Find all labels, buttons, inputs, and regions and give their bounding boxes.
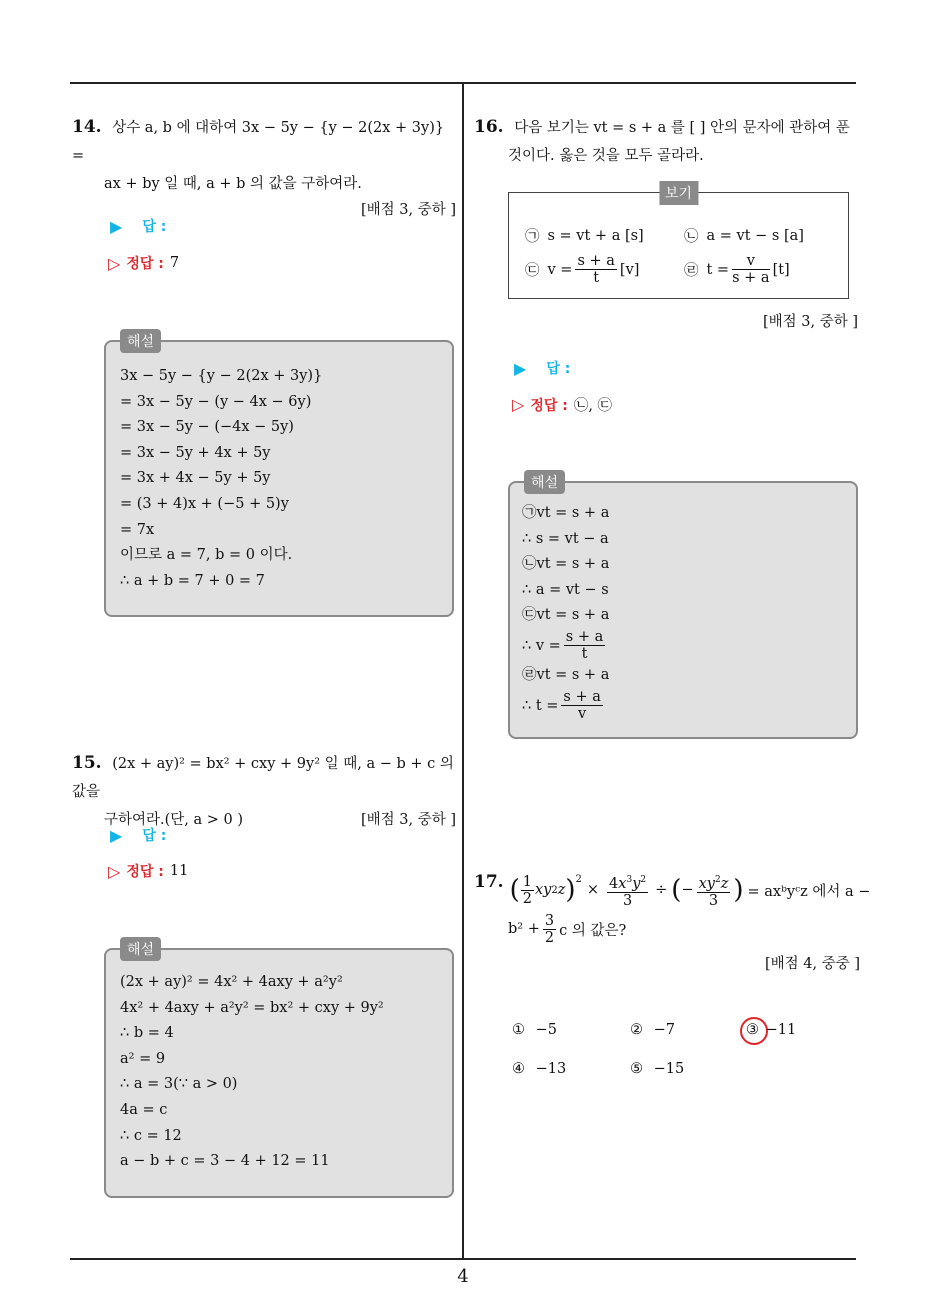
q15-line2: 구하여라.(단, a > 0 ) — [104, 812, 244, 828]
q16-stem — [474, 113, 858, 142]
q16-sol-line: ㉠vt = s + a — [522, 505, 610, 521]
q14-sol-line: = 7x — [120, 521, 155, 538]
q15-score: [배점 3, 중하 ] — [360, 812, 456, 828]
q16-line1: 다음 보기는 vt = s + a 를 [ ] 안의 문자에 관하여 푼 — [514, 120, 850, 136]
q16-sol-l8-den: v — [578, 706, 587, 723]
q15-answer-row[interactable] — [110, 825, 166, 845]
q15-correct-label: 정답 : — [126, 864, 164, 880]
bogi-item-d — [684, 253, 790, 286]
bogi-item-d-fraction — [732, 253, 769, 286]
q15-sol-line: 4a = c — [120, 1101, 168, 1118]
q16-correct-row — [512, 394, 612, 415]
q16-solution-box — [508, 475, 858, 739]
q16-sol-l8-num: s + a — [563, 689, 601, 706]
bogi-item-c-fraction — [575, 253, 616, 286]
choice-2-value: −7 — [653, 1022, 675, 1038]
question-16 — [474, 113, 858, 170]
q14-sol-line: = 3x + 4x − 5y + 5y — [120, 470, 271, 487]
q16-sol-line: ㉣vt = s + a — [522, 666, 610, 683]
q16-bogi-tag: 보기 — [659, 181, 698, 205]
q14-answer-label: 답 : — [142, 219, 167, 235]
bogi-item-d-lhs: t = — [706, 261, 730, 278]
correct-arrow-icon: ▷ — [108, 861, 121, 881]
q14-line2: ax + by 일 때, a + b 의 값을 구하여라. — [104, 176, 362, 192]
q14-sol-line: 3x − 5y − {y − 2(2x + 3y)} — [120, 368, 323, 384]
answer-arrow-icon: ▶ — [514, 358, 527, 378]
question-14 — [72, 113, 456, 219]
q15-line1: (2x + ay)² = bx² + cxy + 9y² 일 때, a − b + c 의 값을 — [72, 756, 454, 800]
q16-sol-l6-lhs: ∴ v = — [522, 637, 561, 654]
q15-answer-label: 답 : — [142, 828, 167, 844]
q15-sol-line: 4x² + 4axy + a²y² = bx² + cxy + 9y² — [120, 999, 384, 1016]
q17-line2 — [474, 913, 860, 946]
q14-correct-row — [108, 253, 179, 273]
q15-sol-line: (2x + ay)² = 4x² + 4axy + a²y² — [120, 974, 343, 990]
q17-lhs-expression: ( $\frac{1}{2}$ xy 2 z ) $^2$ × $\frac{4x^3y^2}{3}$ ÷ ( − $\frac{xy^2z}{3}$ ) — [509, 873, 744, 909]
bogi-item-c-num: s + a — [577, 253, 615, 269]
answer-arrow-icon: ▶ — [110, 216, 123, 236]
q14-sol-line: = 3x − 5y − (−4x − 5y) — [120, 419, 294, 436]
q15-stem — [72, 749, 456, 806]
choice-5[interactable] — [630, 1061, 684, 1077]
choice-1[interactable] — [512, 1022, 557, 1038]
q14-sol-line: ∴ a + b = 7 + 0 = 7 — [120, 572, 265, 589]
choice-4-mark: ④ — [512, 1061, 525, 1077]
bogi-item-d-num: v — [732, 253, 769, 270]
q14-sol-line: = 3x − 5y + 4x + 5y — [120, 444, 271, 461]
q14-solution-box — [104, 334, 454, 617]
q14-correct-value: 7 — [169, 255, 180, 271]
q16-sol-line: ∴ a = vt − s — [522, 581, 609, 598]
q16-sol-l6-fraction — [564, 629, 605, 662]
q16-correct-value: ㉡, ㉢ — [573, 398, 613, 414]
bogi-item-c — [525, 253, 639, 286]
column-divider — [462, 83, 464, 1259]
choice-4-value: −13 — [535, 1061, 567, 1077]
q16-sol-fraction-line — [522, 689, 842, 723]
bogi-item-b-text: a = vt − s [a] — [706, 227, 804, 244]
choice-3-mark: ③ — [746, 1022, 759, 1038]
q14-solution-tag: 해설 — [120, 329, 161, 353]
choice-5-value: −15 — [653, 1061, 685, 1077]
q15-sol-line: ∴ c = 12 — [120, 1127, 182, 1144]
bogi-item-d-mark: ㉣ — [684, 263, 699, 279]
q15-solution-tag: 해설 — [120, 937, 161, 961]
correct-arrow-icon: ▷ — [512, 395, 525, 414]
bogi-item-c-mark: ㉢ — [525, 263, 540, 279]
choice-4[interactable] — [512, 1061, 566, 1077]
bogi-item-a-text: s = vt + a [s] — [547, 227, 644, 244]
q17-score: [배점 4, 중중 ] — [764, 955, 860, 972]
bottom-rule — [70, 1258, 856, 1260]
bogi-item-b — [684, 225, 804, 246]
q15-sol-line: ∴ b = 4 — [120, 1025, 174, 1042]
answer-arrow-icon: ▶ — [110, 825, 123, 845]
bogi-item-a-mark: ㉠ — [525, 229, 540, 245]
q15-number: 15. — [72, 753, 102, 773]
question-15 — [72, 749, 456, 834]
q16-number: 16. — [474, 117, 504, 137]
q16-score: [배점 3, 중하 ] — [762, 314, 858, 330]
choice-1-mark: ① — [512, 1022, 525, 1038]
q17-expression-line — [474, 872, 871, 909]
q17-line2-prefix: b² + — [508, 921, 540, 938]
choice-5-mark: ⑤ — [630, 1061, 643, 1077]
q16-sol-l6-num: s + a — [565, 629, 604, 646]
choice-2-mark: ② — [630, 1022, 643, 1038]
q14-stem — [72, 113, 456, 170]
correct-arrow-icon: ▷ — [108, 253, 121, 273]
q15-solution-box — [104, 942, 454, 1198]
q15-sol-line: a − b + c = 3 − 4 + 12 = 11 — [120, 1153, 330, 1170]
q14-sol-line: 이므로 a = 7, b = 0 이다. — [120, 547, 293, 564]
q15-sol-line: a² = 9 — [120, 1050, 166, 1067]
choice-3-value: −11 — [765, 1022, 797, 1038]
bogi-item-c-den: t — [593, 270, 600, 286]
q14-sol-line: = (3 + 4)x + (−5 + 5)y — [120, 495, 289, 512]
bogi-item-c-rest: [v] — [619, 261, 640, 278]
q14-line1: 상수 a, b 에 대하여 3x − 5y − {y − 2(2x + 3y)} = — [72, 120, 445, 164]
bogi-item-d-den: s + a — [732, 270, 770, 286]
q16-sol-l6-den: t — [581, 646, 588, 663]
q15-correct-row — [108, 861, 188, 881]
q16-line2: 것이다. 옳은 것을 모두 골라라. — [508, 148, 704, 164]
bogi-item-d-rest: [t] — [772, 261, 790, 278]
bogi-item-a — [525, 225, 644, 246]
q16-sol-line: ∴ s = vt − a — [522, 530, 609, 547]
q16-sol-l8-fraction — [561, 689, 602, 722]
q17-number: 17. — [474, 872, 504, 892]
q15-correct-value: 11 — [169, 863, 189, 879]
bogi-item-c-lhs: v = — [547, 261, 573, 278]
q16-bogi-box — [508, 186, 849, 299]
page-number: 4 — [457, 1266, 469, 1287]
choice-3[interactable] — [746, 1022, 796, 1038]
q14-answer-row[interactable] — [110, 216, 166, 236]
q16-sol-line: ㉢vt = s + a — [522, 607, 610, 624]
q16-solution-tag: 해설 — [524, 470, 565, 494]
q16-sol-fraction-line — [522, 629, 842, 663]
choice-1-value: −5 — [535, 1022, 557, 1038]
q14-correct-label: 정답 : — [126, 256, 164, 272]
q14-number: 14. — [72, 117, 102, 137]
q16-answer-label: 답 : — [546, 361, 571, 377]
q16-sol-l8-lhs: ∴ t = — [522, 697, 559, 714]
bogi-item-b-mark: ㉡ — [684, 229, 699, 245]
q17-line2-fraction: $\frac{3}{2}$ — [544, 912, 555, 946]
q14-sol-line: = 3x − 5y − (y − 4x − 6y) — [120, 393, 312, 410]
q17-expr-rhs: = axᵇyᶜz 에서 a − — [747, 883, 871, 900]
choice-2[interactable] — [630, 1022, 675, 1038]
q17-line2-suffix: c 의 값은? — [559, 922, 627, 939]
q14-score: [배점 3, 중하 ] — [360, 202, 456, 218]
q16-sol-line: ㉡vt = s + a — [522, 556, 610, 573]
question-17 — [474, 872, 871, 973]
q16-correct-label: 정답 : — [530, 397, 568, 414]
q15-sol-line: ∴ a = 3(∵ a > 0) — [120, 1076, 238, 1093]
q16-answer-row[interactable] — [514, 358, 570, 378]
